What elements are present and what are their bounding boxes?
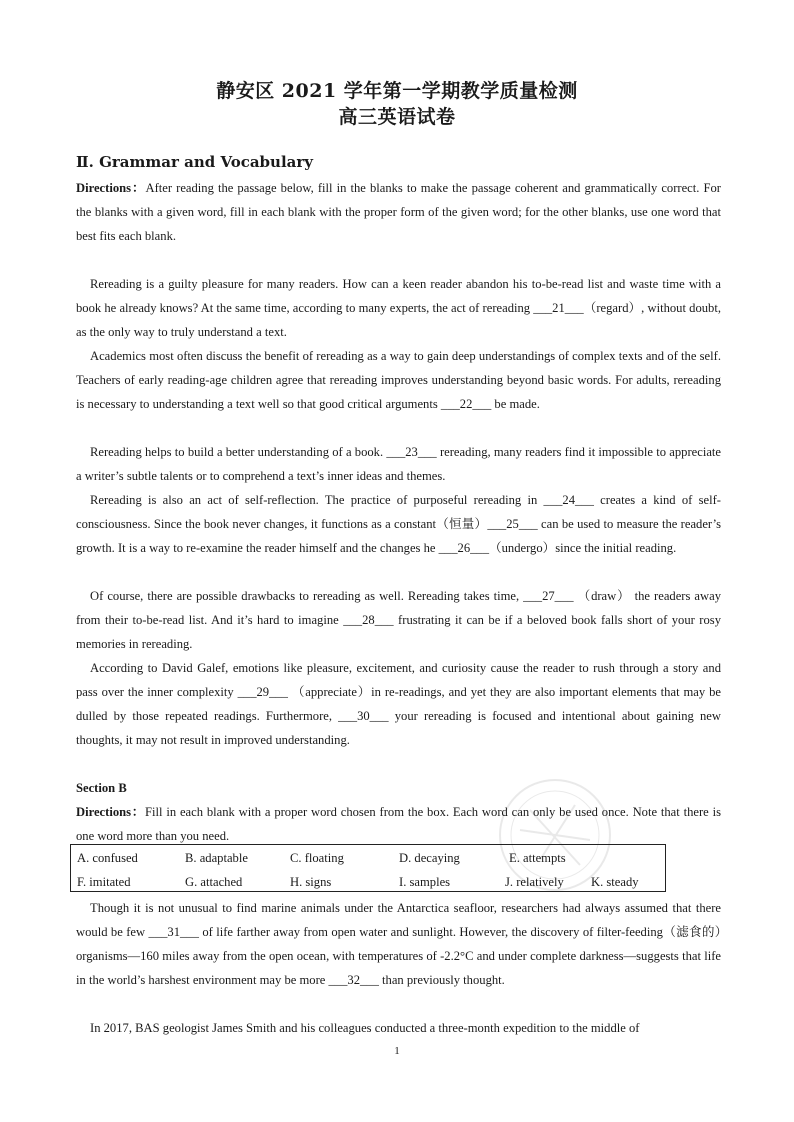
passage-paragraph: Though it is not unusual to find marine animals under the Antarctica seafloor, researchers had always assumed that there would be few ___31___ of life farther away from open water and sunlight. However, the discovery of filter-feeding（滤食的）organisms—160 miles away from the open ocean, with temperatures of -2.2°C and under complete darkness—suggests that life in the world’s harshest environment may be more ___32___ than previously thought. (76, 901, 721, 987)
exam-title: 静安区 2021 学年第一学期教学质量检测 (216, 80, 578, 102)
passage-paragraph: Rereading is also an act of self-reflection. The practice of purposeful rereading in ___24___ creates a kind of self-consciousness. Since the book never changes, it functions as a constant（恒量）___25___ can be used to measure the reader’s growth. It is a way to re-examine the reader himself and the changes he ___26___（undergo）since the initial reading. (76, 493, 721, 555)
word-option: H. signs (290, 875, 332, 889)
section-b-heading: Section B (76, 781, 127, 795)
passage-paragraph: Of course, there are possible drawbacks to rereading as well. Rereading takes time, ___27___ （draw） the readers away from their to-be-read list. And it’s hard to imagine ___28___ frustrating it can be if a beloved book falls short of your rosy memories in rereading. (76, 589, 721, 651)
directions-label: Directions： (76, 181, 146, 195)
word-option: E. attempts (509, 851, 566, 865)
directions-a (76, 176, 721, 248)
word-option: J. relatively (505, 875, 564, 889)
word-option: G. attached (185, 875, 243, 889)
page-number: 1 (394, 1045, 400, 1057)
word-option: I. samples (399, 875, 451, 889)
directions-text: After reading the passage below, fill in the blanks to make the passage coherent and grammatically correct. For the blanks with a given word, fill in each blank with the proper form of the given word; for the other blanks, use one word that best fits each blank. (76, 181, 721, 243)
word-option: K. steady (591, 875, 639, 889)
word-option: F. imitated (77, 875, 131, 889)
directions-label: Directions： (76, 805, 145, 819)
word-option: B. adaptable (185, 851, 248, 865)
word-option: D. decaying (399, 851, 460, 865)
section-heading: Ⅱ. Grammar and Vocabulary (76, 153, 313, 171)
exam-subtitle: 高三英语试卷 (338, 106, 456, 128)
word-box (70, 844, 666, 892)
directions-text: Fill in each blank with a proper word chosen from the box. Each word can only be used once. Note that there is one word more than you need. (76, 805, 721, 843)
passage-paragraph: Rereading is a guilty pleasure for many readers. How can a keen reader abandon his to-be-read list and waste time with a book he already knows? At the same time, according to many experts, the act of rereading ___21___（regard）, without doubt, as the only way to truly understand a text. (76, 277, 721, 339)
word-option: C. floating (290, 851, 344, 865)
passage-paragraph: Rereading helps to build a better understanding of a book. ___23___ rereading, many readers find it impossible to appreciate a writer’s subtle talents or to comprehend a text’s inner ideas and themes. (76, 445, 721, 483)
passage-paragraph: According to David Galef, emotions like pleasure, excitement, and curiosity cause the reader to rush through a story and pass over the inner complexity ___29___ （appreciate）in re-readings, and yet they are also important elements that may be dulled by those repeated readings. Furthermore, ___30___ your rereading is focused and intentional about gaining new thoughts, it may not result in improved understanding. (76, 661, 721, 747)
passage-paragraph: In 2017, BAS geologist James Smith and his colleagues conducted a three-month expedition to the middle of (90, 1021, 640, 1035)
word-option: A. confused (77, 851, 138, 865)
passage-paragraph: Academics most often discuss the benefit of rereading as a way to gain deep understandings of complex texts and of the self. Teachers of early reading-age children agree that rereading improves understanding beyond basic words. For adults, rereading is necessary to understanding a text well so that good critical arguments ___22___ be made. (76, 349, 721, 411)
